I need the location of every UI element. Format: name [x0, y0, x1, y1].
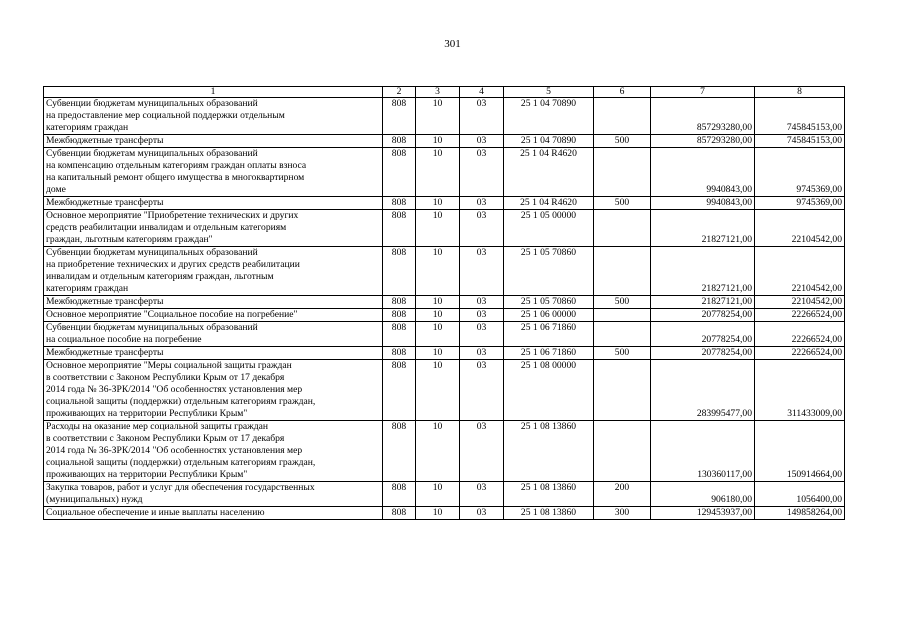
expense-type-cell	[594, 309, 651, 322]
amount-year2-cell: 22266524,00	[755, 309, 845, 322]
admin-code-cell: 808	[383, 148, 416, 197]
budget-table	[43, 86, 845, 520]
header-cell: 2	[383, 87, 416, 98]
header-cell: 1	[44, 87, 383, 98]
table-row	[44, 98, 845, 135]
target-article-cell: 25 1 05 70860	[504, 296, 594, 309]
table-row	[44, 322, 845, 347]
table-row	[44, 482, 845, 507]
expense-name-cell: Межбюджетные трансферты	[44, 296, 383, 309]
section-cell: 10	[416, 247, 460, 296]
amount-year1-cell: 857293280,00	[651, 98, 755, 135]
expense-type-cell: 500	[594, 296, 651, 309]
section-cell: 10	[416, 98, 460, 135]
amount-year2-cell: 745845153,00	[755, 135, 845, 148]
expense-name-cell: Субвенции бюджетам муниципальных образований на социальное пособие на погребение	[44, 322, 383, 347]
table-row	[44, 135, 845, 148]
amount-year1-cell: 9940843,00	[651, 148, 755, 197]
expense-name-cell: Закупка товаров, работ и услуг для обеспечения государственных (муниципальных) нужд	[44, 482, 383, 507]
amount-year1-cell: 283995477,00	[651, 360, 755, 421]
amount-year2-cell: 311433009,00	[755, 360, 845, 421]
amount-year2-cell: 745845153,00	[755, 98, 845, 135]
expense-type-cell	[594, 98, 651, 135]
amount-year2-cell: 22104542,00	[755, 247, 845, 296]
target-article-cell: 25 1 08 13860	[504, 421, 594, 482]
page-number: 301	[444, 38, 461, 50]
admin-code-cell: 808	[383, 421, 416, 482]
table-row	[44, 309, 845, 322]
header-cell: 4	[460, 87, 504, 98]
amount-year2-cell: 9745369,00	[755, 148, 845, 197]
admin-code-cell: 808	[383, 197, 416, 210]
admin-code-cell: 808	[383, 210, 416, 247]
section-cell: 10	[416, 210, 460, 247]
admin-code-cell: 808	[383, 322, 416, 347]
expense-type-cell	[594, 210, 651, 247]
amount-year1-cell: 857293280,00	[651, 135, 755, 148]
expense-type-cell: 200	[594, 482, 651, 507]
expense-type-cell: 500	[594, 347, 651, 360]
admin-code-cell: 808	[383, 360, 416, 421]
amount-year2-cell: 22104542,00	[755, 210, 845, 247]
subsection-cell: 03	[460, 360, 504, 421]
target-article-cell: 25 1 05 70860	[504, 247, 594, 296]
header-cell: 3	[416, 87, 460, 98]
section-cell: 10	[416, 296, 460, 309]
expense-name-cell: Основное мероприятие "Приобретение технических и других средств реабилитации инвалидам и отдельным категориям граждан, льготным категориям граждан"	[44, 210, 383, 247]
expense-type-cell	[594, 322, 651, 347]
target-article-cell: 25 1 04 70890	[504, 98, 594, 135]
target-article-cell: 25 1 04 R4620	[504, 197, 594, 210]
subsection-cell: 03	[460, 210, 504, 247]
admin-code-cell: 808	[383, 482, 416, 507]
expense-type-cell: 300	[594, 507, 651, 520]
section-cell: 10	[416, 322, 460, 347]
subsection-cell: 03	[460, 247, 504, 296]
expense-type-cell: 500	[594, 197, 651, 210]
table-row	[44, 347, 845, 360]
amount-year1-cell: 20778254,00	[651, 309, 755, 322]
target-article-cell: 25 1 08 00000	[504, 360, 594, 421]
amount-year1-cell: 130360117,00	[651, 421, 755, 482]
table-row	[44, 148, 845, 197]
target-article-cell: 25 1 06 00000	[504, 309, 594, 322]
amount-year1-cell: 906180,00	[651, 482, 755, 507]
subsection-cell: 03	[460, 482, 504, 507]
expense-name-cell: Основное мероприятие "Меры социальной защиты граждан в соответствии с Законом Республики Крым от 17 декабря 2014 года № 36-ЗРК/2014 "Об особенностях установления мер социальной защиты (поддержки) отдельным категориям граждан, проживающих на территории Республики Крым"	[44, 360, 383, 421]
target-article-cell: 25 1 04 70890	[504, 135, 594, 148]
admin-code-cell: 808	[383, 135, 416, 148]
subsection-cell: 03	[460, 347, 504, 360]
section-cell: 10	[416, 507, 460, 520]
section-cell: 10	[416, 421, 460, 482]
subsection-cell: 03	[460, 148, 504, 197]
subsection-cell: 03	[460, 309, 504, 322]
header-row	[44, 87, 845, 98]
header-cell: 6	[594, 87, 651, 98]
subsection-cell: 03	[460, 421, 504, 482]
amount-year1-cell: 129453937,00	[651, 507, 755, 520]
target-article-cell: 25 1 06 71860	[504, 347, 594, 360]
expense-type-cell	[594, 247, 651, 296]
table-row	[44, 360, 845, 421]
section-cell: 10	[416, 482, 460, 507]
amount-year2-cell: 9745369,00	[755, 197, 845, 210]
admin-code-cell: 808	[383, 309, 416, 322]
table-row	[44, 507, 845, 520]
amount-year2-cell: 22104542,00	[755, 296, 845, 309]
amount-year2-cell: 22266524,00	[755, 322, 845, 347]
expense-name-cell: Субвенции бюджетам муниципальных образований на предоставление мер социальной поддержки отдельным категориям граждан	[44, 98, 383, 135]
table-row	[44, 197, 845, 210]
expense-type-cell: 500	[594, 135, 651, 148]
expense-name-cell: Межбюджетные трансферты	[44, 347, 383, 360]
section-cell: 10	[416, 148, 460, 197]
section-cell: 10	[416, 309, 460, 322]
section-cell: 10	[416, 197, 460, 210]
expense-name-cell: Межбюджетные трансферты	[44, 197, 383, 210]
header-cell: 5	[504, 87, 594, 98]
section-cell: 10	[416, 360, 460, 421]
admin-code-cell: 808	[383, 98, 416, 135]
subsection-cell: 03	[460, 322, 504, 347]
expense-name-cell: Социальное обеспечение и иные выплаты населению	[44, 507, 383, 520]
subsection-cell: 03	[460, 135, 504, 148]
expense-name-cell: Субвенции бюджетам муниципальных образований на приобретение технических и других средств реабилитации инвалидам и отдельным категориям граждан, льготным категориям граждан	[44, 247, 383, 296]
subsection-cell: 03	[460, 197, 504, 210]
expense-type-cell	[594, 148, 651, 197]
expense-name-cell: Основное мероприятие "Социальное пособие на погребение"	[44, 309, 383, 322]
amount-year1-cell: 21827121,00	[651, 296, 755, 309]
section-cell: 10	[416, 347, 460, 360]
section-cell: 10	[416, 135, 460, 148]
admin-code-cell: 808	[383, 296, 416, 309]
expense-type-cell	[594, 421, 651, 482]
amount-year2-cell: 22266524,00	[755, 347, 845, 360]
amount-year1-cell: 20778254,00	[651, 347, 755, 360]
target-article-cell: 25 1 08 13860	[504, 482, 594, 507]
amount-year2-cell: 1056400,00	[755, 482, 845, 507]
target-article-cell: 25 1 04 R4620	[504, 148, 594, 197]
target-article-cell: 25 1 08 13860	[504, 507, 594, 520]
expense-name-cell: Межбюджетные трансферты	[44, 135, 383, 148]
target-article-cell: 25 1 06 71860	[504, 322, 594, 347]
header-cell: 8	[755, 87, 845, 98]
subsection-cell: 03	[460, 296, 504, 309]
table-row	[44, 210, 845, 247]
expense-name-cell: Субвенции бюджетам муниципальных образований на компенсацию отдельным категориям граждан оплаты взноса на капитальный ремонт общего имущества в многоквартирном доме	[44, 148, 383, 197]
target-article-cell: 25 1 05 00000	[504, 210, 594, 247]
amount-year2-cell: 149858264,00	[755, 507, 845, 520]
admin-code-cell: 808	[383, 507, 416, 520]
subsection-cell: 03	[460, 507, 504, 520]
amount-year1-cell: 20778254,00	[651, 322, 755, 347]
admin-code-cell: 808	[383, 347, 416, 360]
amount-year1-cell: 21827121,00	[651, 247, 755, 296]
table-row	[44, 296, 845, 309]
expense-type-cell	[594, 360, 651, 421]
amount-year1-cell: 21827121,00	[651, 210, 755, 247]
subsection-cell: 03	[460, 98, 504, 135]
table-row	[44, 247, 845, 296]
expense-name-cell: Расходы на оказание мер социальной защиты граждан в соответствии с Законом Республики Крым от 17 декабря 2014 года № 36-ЗРК/2014 "Об особенностях установления мер социальной защиты (поддержки) отдельным категориям граждан, проживающих на территории Республики Крым"	[44, 421, 383, 482]
header-cell: 7	[651, 87, 755, 98]
amount-year1-cell: 9940843,00	[651, 197, 755, 210]
table-row	[44, 421, 845, 482]
amount-year2-cell: 150914664,00	[755, 421, 845, 482]
admin-code-cell: 808	[383, 247, 416, 296]
